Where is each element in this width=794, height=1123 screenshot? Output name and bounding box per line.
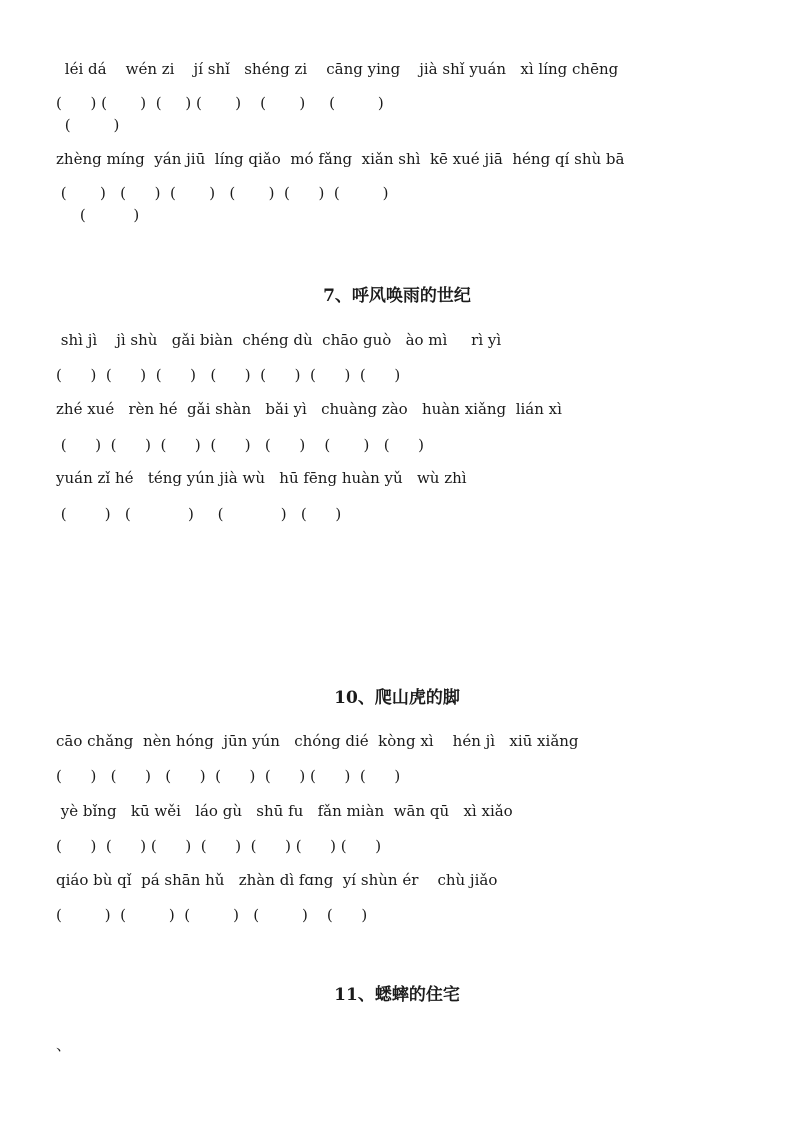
pinyin-row-1: léi dá wén zi jí shǐ shéng zi cāng ying jià shǐ yuán xì líng chēng [60, 60, 619, 78]
blank-row-1: ( ) ( ) ( ) ( ) ( ) ( ) [56, 94, 384, 112]
s10-blank-row-1: ( ) ( ) ( ) ( ) ( ) ( ) ( ) [56, 767, 401, 785]
pinyin-row-2: zhèng míng yán jiū líng qiǎo mó fǎng xiǎn shì kē xué jiā héng qí shù bā [56, 150, 625, 168]
blank-row-1b: ( ) [60, 116, 120, 134]
s10-pinyin-row-3: qiáo bù qǐ pá shān hǔ zhàn dì fɑng yí shùn ér chù jiǎo [56, 871, 498, 889]
s7-blank-row-2: ( ) ( ) ( ) ( ) ( ) ( ) ( ) [56, 436, 425, 454]
s7-blank-row-3: ( ) ( ) ( ) ( ) [56, 505, 342, 523]
s10-pinyin-row-1: cāo chǎng nèn hóng jūn yún chóng dié kòng xì hén jì xiū xiǎng [56, 732, 579, 750]
s10-blank-row-2: ( ) ( ) ( ) ( ) ( ) ( ) ( ) [56, 837, 382, 855]
s7-pinyin-row-1: shì jì jì shù gǎi biàn chéng dù chāo guò ào mì rì yì [56, 331, 502, 349]
s7-blank-row-1: ( ) ( ) ( ) ( ) ( ) ( ) ( ) [56, 366, 401, 384]
s10-blank-row-3: ( ) ( ) ( ) ( ) ( ) [56, 906, 368, 924]
stray-mark: 、 [56, 1036, 72, 1054]
s10-pinyin-row-2: yè bǐng kū wěi láo gù shū fu fǎn miàn wān qū xì xiǎo [56, 802, 513, 820]
blank-row-2b: ( ) [56, 206, 140, 224]
section-7-title: 7、呼风唤雨的世纪 [323, 286, 471, 306]
section-11-title: 11、蟋蟀的住宅 [334, 985, 460, 1005]
s7-pinyin-row-3: yuán zǐ hé téng yún jià wù hū fēng huàn yǔ wù zhì [56, 469, 467, 487]
s7-pinyin-row-2: zhé xué rèn hé gǎi shàn bǎi yì chuàng zào huàn xiǎng lián xì [56, 400, 562, 418]
section-10-title: 10、爬山虎的脚 [334, 688, 460, 708]
blank-row-2: ( ) ( ) ( ) ( ) ( ) ( ) [56, 184, 389, 202]
